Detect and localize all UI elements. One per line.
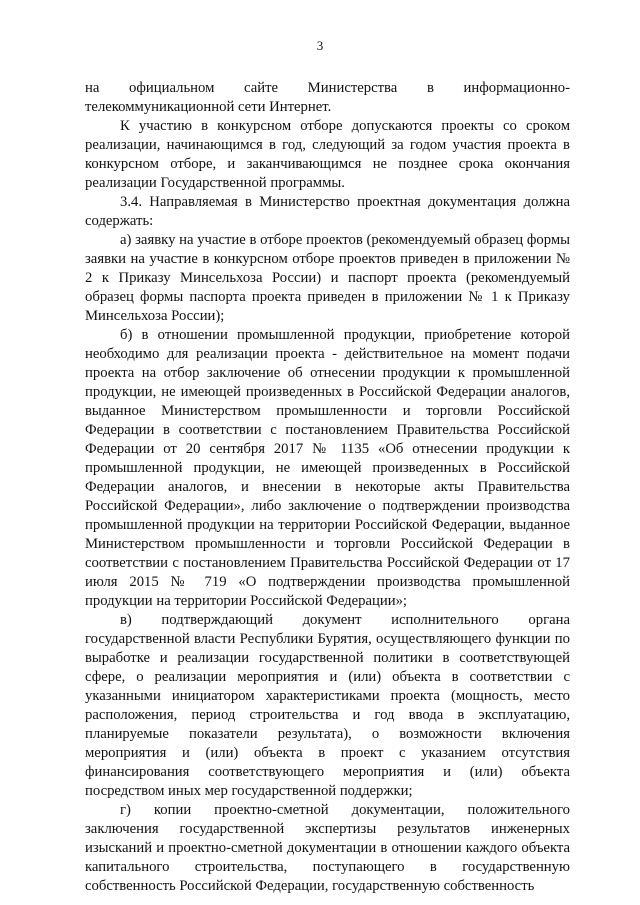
paragraph-3-4-heading: 3.4. Направляемая в Министерство проектная документация должна содержать:	[85, 194, 570, 229]
paragraph-website-continuation: на официальном сайте Министерства в информационно-телекоммуникационной сети Интернет.	[85, 80, 570, 115]
paragraph-item-v: в) подтверждающий документ исполнительного органа государственной власти Республики Бурятия, осуществляющего функции по выработке и реализации государственной политики в соответствующей сфере, о реализации мероприятия и (или) объекта в соответствии с указанными инициатором характеристиками проекта (мощность, место расположения, период строительства и год ввода в эксплуатацию, планируемые показатели результата), о возможности включения мероприятия и (или) объекта в проект с указанием отсутствия финансирования соответствующего мероприятия и (или) объекта посредством иных мер государственной поддержки;	[85, 612, 570, 799]
body-text	[85, 79, 570, 896]
paragraph-item-g: г) копии проектно-сметной документации, положительного заключения государственной экспертизы результатов инженерных изысканий и проектно-сметной документации в отношении каждого объекта капитального строительства, поступающего в государственную собственность Российской Федерации, государственную собственность	[85, 802, 570, 894]
paragraph-item-a: а) заявку на участие в отборе проектов (рекомендуемый образец формы заявки на участие в конкурсном отборе проектов приведен в приложении № 2 к Приказу Минсельхоза России) и паспорт проекта (рекомендуемый образец формы паспорта проекта приведен в приложении № 1 к Приказу Минсельхоза России);	[85, 232, 570, 324]
paragraph-item-b: б) в отношении промышленной продукции, приобретение которой необходимо для реализации проекта - действительное на момент подачи проекта на отбор заключение об отнесении продукции к промышленной продукции, не имеющей произведенных в Российской Федерации аналогов, выданное Министерством промышленности и торговли Российской Федерации в соответствии с постановлением Правительства Российской Федерации от 20 сентября 2017 № 1135 «Об отнесении продукции к промышленной продукции, не имеющей произведенных в Российской Федерации аналогов, и внесении в некоторые акты Правительства Российской Федерации», либо заключение о подтверждении производства промышленной продукции на территории Российской Федерации, выданное Министерством промышленности и торговли Российской Федерации в соответствии с постановлением Правительства Российской Федерации от 17 июля 2015 № 719 «О подтверждении производства промышленной продукции на территории Российской Федерации»;	[85, 327, 570, 609]
paragraph-project-term: К участию в конкурсном отборе допускаются проекты со сроком реализации, начинающимся в год, следующий за годом участия проекта в конкурсном отборе, и заканчивающимся не позднее срока окончания реализации Государственной программы.	[85, 118, 570, 191]
page-number: 3	[316, 38, 324, 53]
